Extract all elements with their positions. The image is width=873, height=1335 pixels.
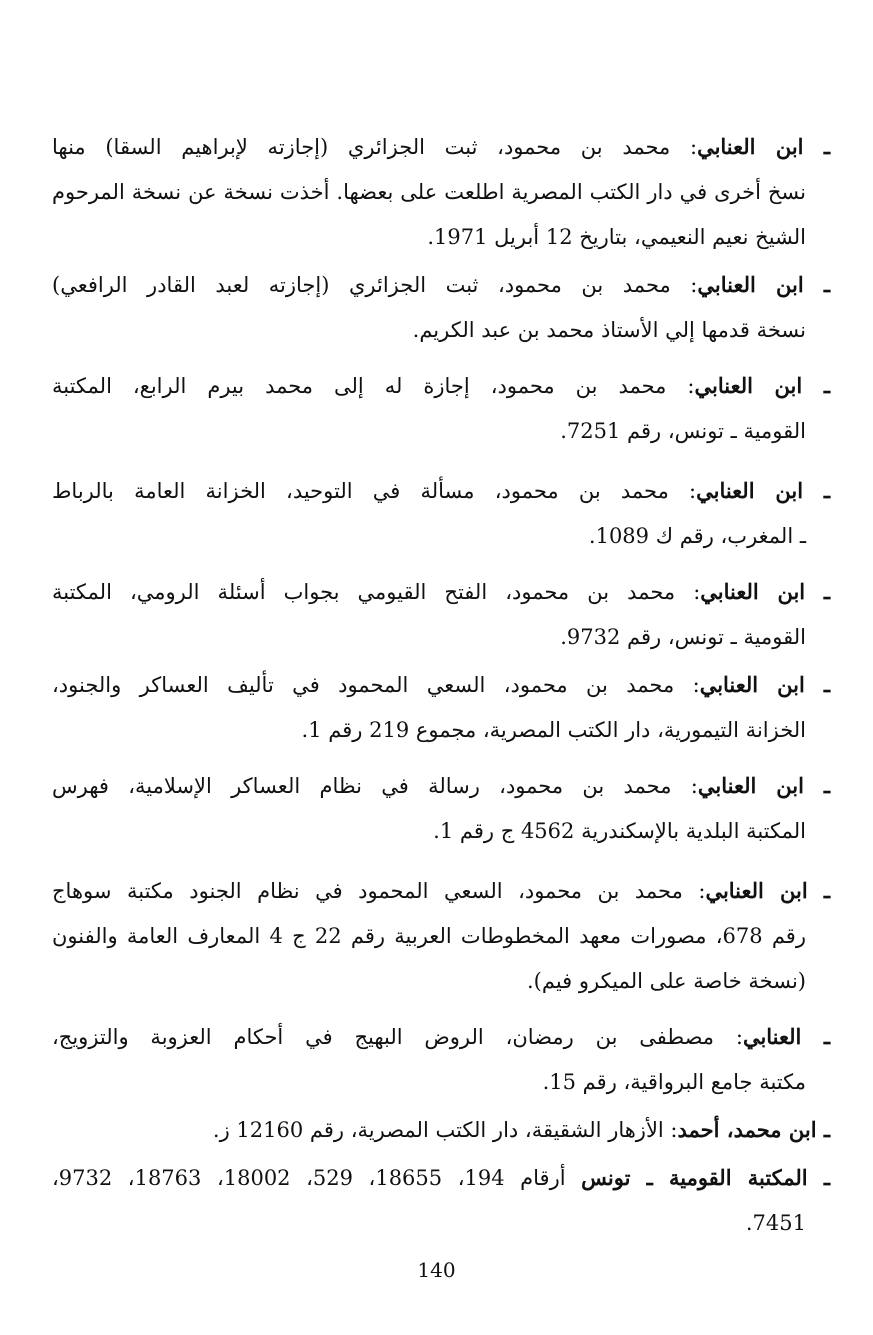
entry-first-line xyxy=(52,662,830,708)
bibliography-entry xyxy=(52,569,830,660)
entry-first-line xyxy=(52,569,830,615)
entry-first-line xyxy=(52,763,830,809)
bibliography-entry xyxy=(52,124,830,260)
bibliography-entry xyxy=(52,363,830,454)
entry-title-start: : محمد بن محمود، رسالة في نظام العساكر الإسلامية، فهرس xyxy=(52,774,698,798)
entry-continuation: مكتبة جامع البرواقية، رقم 15. xyxy=(542,1070,806,1094)
entry-title-start: : مصطفى بن رمضان، الروض البهيج في أحكام العزوبة والتزويج، xyxy=(52,1025,743,1049)
entry-first-line xyxy=(52,468,830,514)
entry-continuation: ـ المغرب، رقم ك 1089. xyxy=(588,524,806,548)
entry-title-start: : محمد بن محمود، ثبت الجزائري (إجازته لإبراهيم السقا) منها xyxy=(52,135,698,159)
entry-title-start: : محمد بن محمود، ثبت الجزائري (إجازته لعبد القادر الرافعي) xyxy=(52,273,698,297)
entry-author: ـ ابن محمد، أحمد xyxy=(677,1117,830,1142)
entry-continuation: رقم 678، مصورات معهد المخطوطات العربية رقم 22 ج 4 المعارف العامة والفنون (نسخة خاصة على الميكرو فيم). xyxy=(52,924,806,993)
entry-title-start: : الأزهار الشقيقة، دار الكتب المصرية، رقم 12160 ز. xyxy=(212,1118,678,1142)
bibliography-entry xyxy=(52,1155,830,1246)
entry-first-line xyxy=(52,1107,830,1153)
entry-title-start: : محمد بن محمود، الفتح القيومي بجواب أسئلة الرومي، المكتبة xyxy=(52,580,701,604)
entry-first-line xyxy=(52,1014,830,1060)
entry-title-start: : محمد بن محمود، السعي المحمود في تأليف العساكر والجنود، xyxy=(52,673,700,697)
entry-continuation: 7451. xyxy=(745,1211,806,1235)
entry-continuation: القومية ـ تونس، رقم 9732. xyxy=(560,625,806,649)
entry-author: ـ ابن العنابي xyxy=(697,134,830,159)
entry-author: ـ ابن العنابي xyxy=(697,272,830,297)
bibliography-entry xyxy=(52,662,830,753)
entry-author: ـ ابن العنابي xyxy=(699,672,830,697)
entry-continuation: الخزانة التيمورية، دار الكتب المصرية، مجموع 219 رقم 1. xyxy=(301,718,806,742)
entry-title-start: : محمد بن محمود، مسألة في التوحيد، الخزانة العامة بالرباط xyxy=(52,479,697,503)
entry-first-line xyxy=(52,363,830,409)
bibliography-entry xyxy=(52,763,830,854)
entry-title-start: : محمد بن محمود، إجازة له إلى محمد بيرم الرابع، المكتبة xyxy=(52,374,695,398)
entry-continuation: نسخ أخرى في دار الكتب المصرية اطلعت على بعضها. أخذت نسخة عن نسخة المرحوم الشيخ نعيم النعيمي، بتاريخ 12 أبريل 1971. xyxy=(52,180,806,249)
entry-author: ـ ابن العنابي xyxy=(697,773,830,798)
entry-author: ـ ابن العنابي xyxy=(696,478,831,503)
bibliography-entry xyxy=(52,468,830,559)
entry-title-start: : محمد بن محمود، السعي المحمود في نظام الجنود مكتبة سوهاج xyxy=(52,879,706,903)
entry-continuation: نسخة قدمها إلي الأستاذ محمد بن عبد الكريم. xyxy=(412,318,806,342)
bibliography-entry xyxy=(52,1014,830,1105)
entry-first-line xyxy=(52,868,830,914)
entry-first-line xyxy=(52,262,830,308)
entry-first-line xyxy=(52,1155,830,1201)
entry-continuation: القومية ـ تونس، رقم 7251. xyxy=(560,419,806,443)
entry-first-line xyxy=(52,124,830,170)
page-number: 140 xyxy=(417,1258,456,1282)
entry-title-start: أرقام 194، 18655، 529، 18002، 18763، 9732، xyxy=(52,1166,582,1190)
entry-author: ـ ابن العنابي xyxy=(705,878,831,903)
entry-author: ـ المكتبة القومية ـ تونس xyxy=(581,1165,830,1190)
entry-author: ـ ابن العنابي xyxy=(694,373,830,398)
bibliography-entry xyxy=(52,868,830,1004)
entry-continuation: المكتبة البلدية بالإسكندرية 4562 ج رقم 1. xyxy=(433,819,806,843)
bibliography-entry xyxy=(52,262,830,353)
bibliography-entry xyxy=(52,1107,830,1153)
bibliography-list xyxy=(52,124,830,1246)
entry-author: ـ العنابي xyxy=(742,1024,830,1049)
entry-author: ـ ابن العنابي xyxy=(700,579,830,604)
